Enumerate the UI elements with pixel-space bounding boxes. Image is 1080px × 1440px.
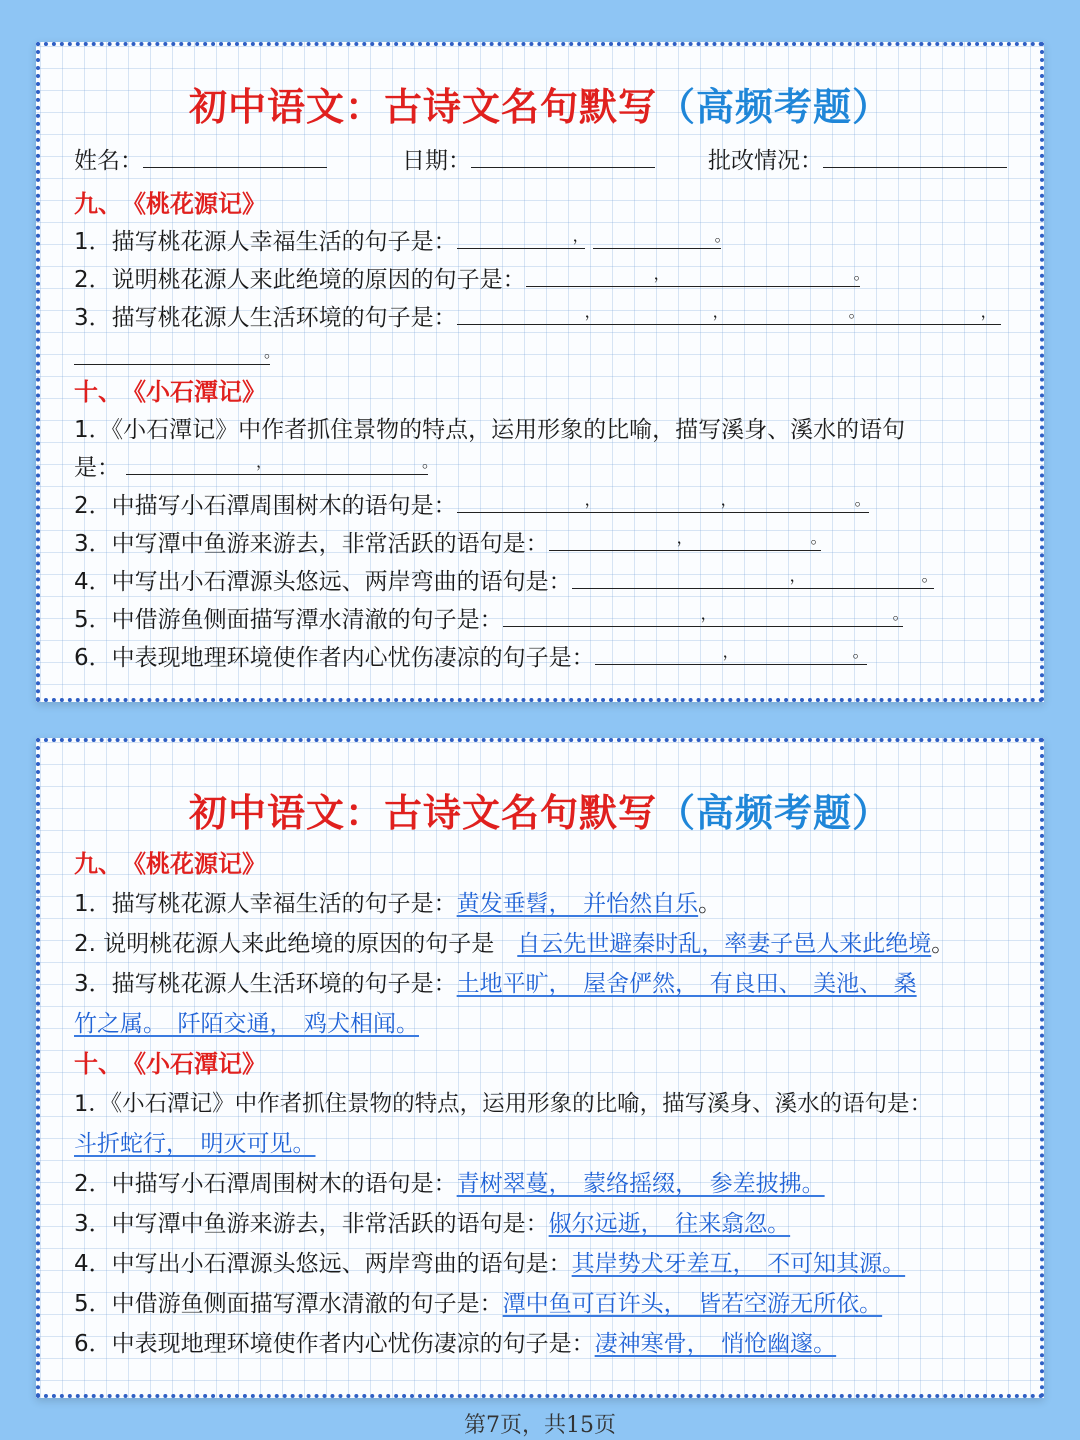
question-text: 3．中写潭中鱼游来游去，非常活跃的语句是： <box>74 1211 549 1237</box>
period: 。 <box>931 931 955 957</box>
name-field[interactable] <box>74 142 327 175</box>
question-text: 5．中借游鱼侧面描写潭水清澈的句子是： <box>74 607 503 633</box>
answer-blank[interactable] <box>549 528 827 551</box>
blank-comma: ， <box>584 490 601 509</box>
answer-line <box>74 1208 790 1240</box>
period: 。 <box>698 891 722 917</box>
answer-text: 其岸势犬牙差互， 不可知其源。 <box>571 1251 906 1277</box>
question-line: 1．《小石潭记》中作者抓住景物的特点，运用形象的比喻，描写溪身、溪水的语句 <box>74 417 906 443</box>
blank-period: 。 <box>854 490 871 509</box>
worksheet-card <box>36 42 1044 702</box>
date-blank[interactable] <box>471 145 655 168</box>
blank-comma: ， <box>722 642 739 661</box>
answer-text: 凄神寒骨， 悄怆幽邃。 <box>594 1331 837 1357</box>
answer-blank[interactable] <box>572 566 938 589</box>
question-text: 2．中描写小石潭周围树木的语句是： <box>74 1171 457 1197</box>
title-main: 初中语文：古诗文名句默写 <box>188 85 657 129</box>
question-line <box>74 264 870 296</box>
blank-period: 。 <box>892 604 909 623</box>
answer-line <box>74 928 954 960</box>
answer-line <box>74 1128 316 1160</box>
blank-period: 。 <box>853 264 870 283</box>
blank-comma: ， <box>700 604 717 623</box>
answer-blank[interactable] <box>526 264 870 287</box>
answer-text: 竹之属。 阡陌交通， 鸡犬相闻。 <box>74 1011 419 1037</box>
answer-text: 俶尔远逝， 往来翕忽。 <box>548 1211 791 1237</box>
question-text: 4．中写出小石潭源头悠远、两岸弯曲的语句是： <box>74 569 572 595</box>
name-blank[interactable] <box>143 145 327 168</box>
answer-line <box>74 888 721 920</box>
answer-line <box>74 1328 836 1360</box>
blank-comma: ， <box>720 490 737 509</box>
page-title <box>40 782 1040 837</box>
date-label: 日期： <box>402 148 471 174</box>
section-heading: 十、 《小石潭记》 <box>74 378 266 406</box>
question-text: 1．描写桃花源人幸福生活的句子是： <box>74 891 457 917</box>
title-sub: （高频考题） <box>657 85 892 129</box>
blank-comma: ， <box>584 302 601 321</box>
blank-period: 。 <box>848 302 865 321</box>
question-line <box>74 226 731 258</box>
question-text: 2．说明桃花源人来此绝境的原因的句子是： <box>74 267 526 293</box>
blank-comma: ， <box>572 226 589 245</box>
answer-text: 土地平旷， 屋舍俨然， 有良田、 美池、 桑 <box>456 971 917 997</box>
section-heading: 十、 《小石潭记》 <box>74 1050 266 1078</box>
question-text: 3．描写桃花源人生活环境的句子是： <box>74 971 457 997</box>
date-field[interactable] <box>402 142 655 175</box>
answer-key-card <box>36 738 1044 1398</box>
question-text: 是： <box>74 455 120 481</box>
answer-text: 斗折蛇行， 明灭可见。 <box>74 1131 316 1157</box>
question-text: 1．描写桃花源人幸福生活的句子是： <box>74 229 457 255</box>
blank-period: 。 <box>421 452 438 471</box>
answer-text: 青树翠蔓， 蒙络摇缀， 参差披拂。 <box>456 1171 825 1197</box>
answer-blank[interactable] <box>593 226 731 249</box>
question-text: 6．中表现地理环境使作者内心忧伤凄凉的句子是： <box>74 645 595 671</box>
page-title <box>40 76 1040 131</box>
section-heading: 九、 《桃花源记》 <box>74 850 266 878</box>
answer-blank[interactable] <box>457 226 589 249</box>
answer-text: 潭中鱼可百许头， 皆若空游无所依。 <box>502 1291 883 1317</box>
page-number: 第7页，共15页 <box>464 1413 616 1438</box>
answer-line <box>74 1168 825 1200</box>
blank-period: 。 <box>810 528 827 547</box>
question-line <box>74 452 438 484</box>
question-text: 3．中写潭中鱼游来游去，非常活跃的语句是： <box>74 531 549 557</box>
title-sub: （高频考题） <box>657 791 892 835</box>
section-heading: 九、 《桃花源记》 <box>74 190 266 218</box>
question-line <box>74 528 827 560</box>
question-line: 1．《小石潭记》中作者抓住景物的特点，运用形象的比喻，描写溪身、溪水的语句是： <box>74 1091 933 1117</box>
answer-line <box>74 1248 905 1280</box>
answer-blank[interactable] <box>503 604 909 627</box>
blank-comma: ， <box>256 452 273 471</box>
answer-line <box>74 1008 419 1040</box>
question-text: 4．中写出小石潭源头悠远、两岸弯曲的语句是： <box>74 1251 572 1277</box>
question-text: 2. 说明桃花源人来此绝境的原因的句子是 <box>74 931 495 957</box>
question-text: 6．中表现地理环境使作者内心忧伤凄凉的句子是： <box>74 1331 595 1357</box>
answer-line <box>74 1288 882 1320</box>
answer-text: 黄发垂髫， 并怡然自乐 <box>456 891 699 917</box>
blank-comma: ， <box>789 566 806 585</box>
grade-field[interactable] <box>708 142 1007 175</box>
question-text: 2．中描写小石潭周围树木的语句是： <box>74 493 457 519</box>
name-label: 姓名： <box>74 148 143 174</box>
blank-period: 。 <box>921 566 938 585</box>
blank-period: 。 <box>263 342 280 361</box>
grade-blank[interactable] <box>823 145 1007 168</box>
answer-blank[interactable] <box>126 452 438 475</box>
question-text: 5．中借游鱼侧面描写潭水清澈的句子是： <box>74 1291 503 1317</box>
question-line <box>74 566 938 598</box>
question-line <box>74 342 280 374</box>
blank-comma: ， <box>676 528 693 547</box>
question-line <box>74 604 909 636</box>
blank-comma: ， <box>653 264 670 283</box>
answer-text: 自云先世避秦时乱，率妻子邑人来此绝境 <box>517 931 932 957</box>
question-line <box>74 642 867 674</box>
answer-blank[interactable] <box>457 302 1001 325</box>
answer-blank[interactable] <box>74 342 280 365</box>
question-line <box>74 302 1001 334</box>
question-line <box>74 490 869 522</box>
blank-period: 。 <box>852 642 869 661</box>
answer-blank[interactable] <box>457 490 869 513</box>
blank-comma: ， <box>980 302 997 321</box>
answer-blank[interactable] <box>595 642 867 665</box>
answer-line <box>74 968 917 1000</box>
blank-comma: ， <box>712 302 729 321</box>
question-text: 3．描写桃花源人生活环境的句子是： <box>74 305 457 331</box>
blank-period: 。 <box>714 226 731 245</box>
title-main: 初中语文：古诗文名句默写 <box>188 791 657 835</box>
grade-label: 批改情况： <box>708 148 823 174</box>
